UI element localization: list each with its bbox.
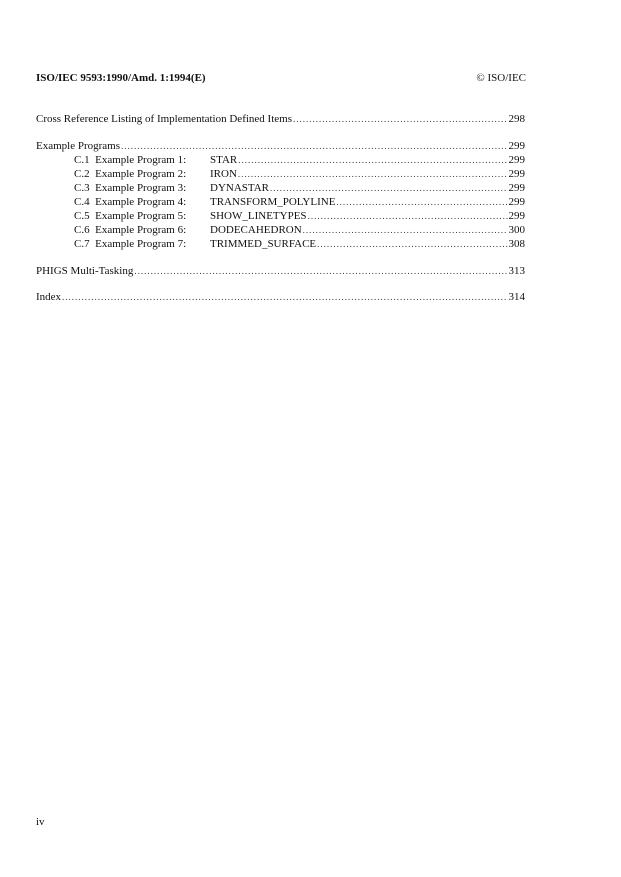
toc-page-number: 298 bbox=[508, 113, 525, 125]
toc-entry-label bbox=[74, 153, 237, 167]
program-number: C.5 bbox=[74, 210, 90, 222]
toc-entry-label: Example Programs bbox=[36, 140, 121, 152]
toc-entry-program-5[interactable] bbox=[36, 209, 525, 223]
toc-page-number: 299 bbox=[508, 154, 525, 166]
document-id: ISO/IEC 9593:1990/Amd. 1:1994(E) bbox=[36, 72, 206, 84]
toc-entry-program-1[interactable] bbox=[36, 153, 525, 167]
toc-entry-multitasking[interactable] bbox=[36, 264, 525, 278]
spacer bbox=[36, 278, 525, 290]
toc-page-number: 299 bbox=[508, 182, 525, 194]
toc-page-number: 299 bbox=[508, 210, 525, 222]
spacer bbox=[36, 126, 525, 139]
toc-page-number: 300 bbox=[508, 224, 525, 236]
toc-page-number: 313 bbox=[508, 265, 525, 277]
program-name: TRIMMED_SURFACE bbox=[210, 238, 317, 250]
program-label: Example Program 6: bbox=[95, 224, 187, 236]
dot-leader bbox=[308, 209, 508, 223]
toc-entry-label bbox=[74, 223, 302, 237]
dot-leader bbox=[293, 112, 508, 126]
toc-page-number: 299 bbox=[508, 140, 525, 152]
toc-entry-program-4[interactable] bbox=[36, 195, 525, 209]
dot-leader bbox=[317, 237, 507, 251]
program-number: C.1 bbox=[74, 154, 90, 166]
dot-leader bbox=[62, 290, 507, 304]
program-label: Example Program 4: bbox=[95, 196, 187, 208]
program-label: Example Program 5: bbox=[95, 210, 187, 222]
toc-entry-program-2[interactable] bbox=[36, 167, 525, 181]
program-name: DODECAHEDRON bbox=[210, 224, 302, 236]
dot-leader bbox=[270, 181, 507, 195]
toc-entry-label bbox=[74, 195, 335, 209]
toc-entry-label bbox=[74, 167, 237, 181]
toc-entry-label: PHIGS Multi-Tasking bbox=[36, 265, 134, 277]
toc-page-number: 299 bbox=[508, 196, 525, 208]
toc-page-number: 314 bbox=[508, 291, 525, 303]
program-label: Example Program 7: bbox=[95, 238, 187, 250]
program-name: TRANSFORM_POLYLINE bbox=[210, 196, 336, 208]
page-header bbox=[36, 72, 526, 84]
toc-entry-program-6[interactable] bbox=[36, 223, 525, 237]
program-name: DYNASTAR bbox=[210, 182, 270, 194]
table-of-contents bbox=[36, 112, 525, 304]
program-number: C.4 bbox=[74, 196, 90, 208]
program-number: C.2 bbox=[74, 168, 90, 180]
program-name: SHOW_LINETYPES bbox=[210, 210, 307, 222]
program-number: C.3 bbox=[74, 182, 90, 194]
dot-leader bbox=[303, 223, 508, 237]
program-name: IRON bbox=[210, 168, 237, 180]
program-name: STAR bbox=[210, 154, 238, 166]
dot-leader bbox=[336, 195, 507, 209]
toc-entry-index[interactable] bbox=[36, 290, 525, 304]
toc-entry-program-3[interactable] bbox=[36, 181, 525, 195]
program-label: Example Program 2: bbox=[95, 168, 187, 180]
toc-entry-cross-reference[interactable] bbox=[36, 112, 525, 126]
toc-page-number: 308 bbox=[508, 238, 525, 250]
program-number: C.6 bbox=[74, 224, 90, 236]
copyright-notice: © ISO/IEC bbox=[476, 72, 526, 84]
program-number: C.7 bbox=[74, 238, 90, 250]
toc-entry-label: Index bbox=[36, 291, 62, 303]
dot-leader bbox=[121, 139, 507, 153]
dot-leader bbox=[238, 153, 507, 167]
toc-entry-label bbox=[74, 209, 307, 223]
page-footer bbox=[36, 816, 45, 828]
dot-leader bbox=[134, 264, 507, 278]
page-number: iv bbox=[36, 816, 45, 828]
dot-leader bbox=[238, 167, 508, 181]
spacer bbox=[36, 251, 525, 264]
toc-page-number: 299 bbox=[508, 168, 525, 180]
toc-entry-label bbox=[74, 237, 316, 251]
toc-entry-label bbox=[74, 181, 269, 195]
toc-entry-program-7[interactable] bbox=[36, 237, 525, 251]
toc-entry-example-programs[interactable] bbox=[36, 139, 525, 153]
program-label: Example Program 1: bbox=[95, 154, 187, 166]
toc-entry-label: Cross Reference Listing of Implementation Defined Items bbox=[36, 113, 292, 125]
program-label: Example Program 3: bbox=[95, 182, 187, 194]
